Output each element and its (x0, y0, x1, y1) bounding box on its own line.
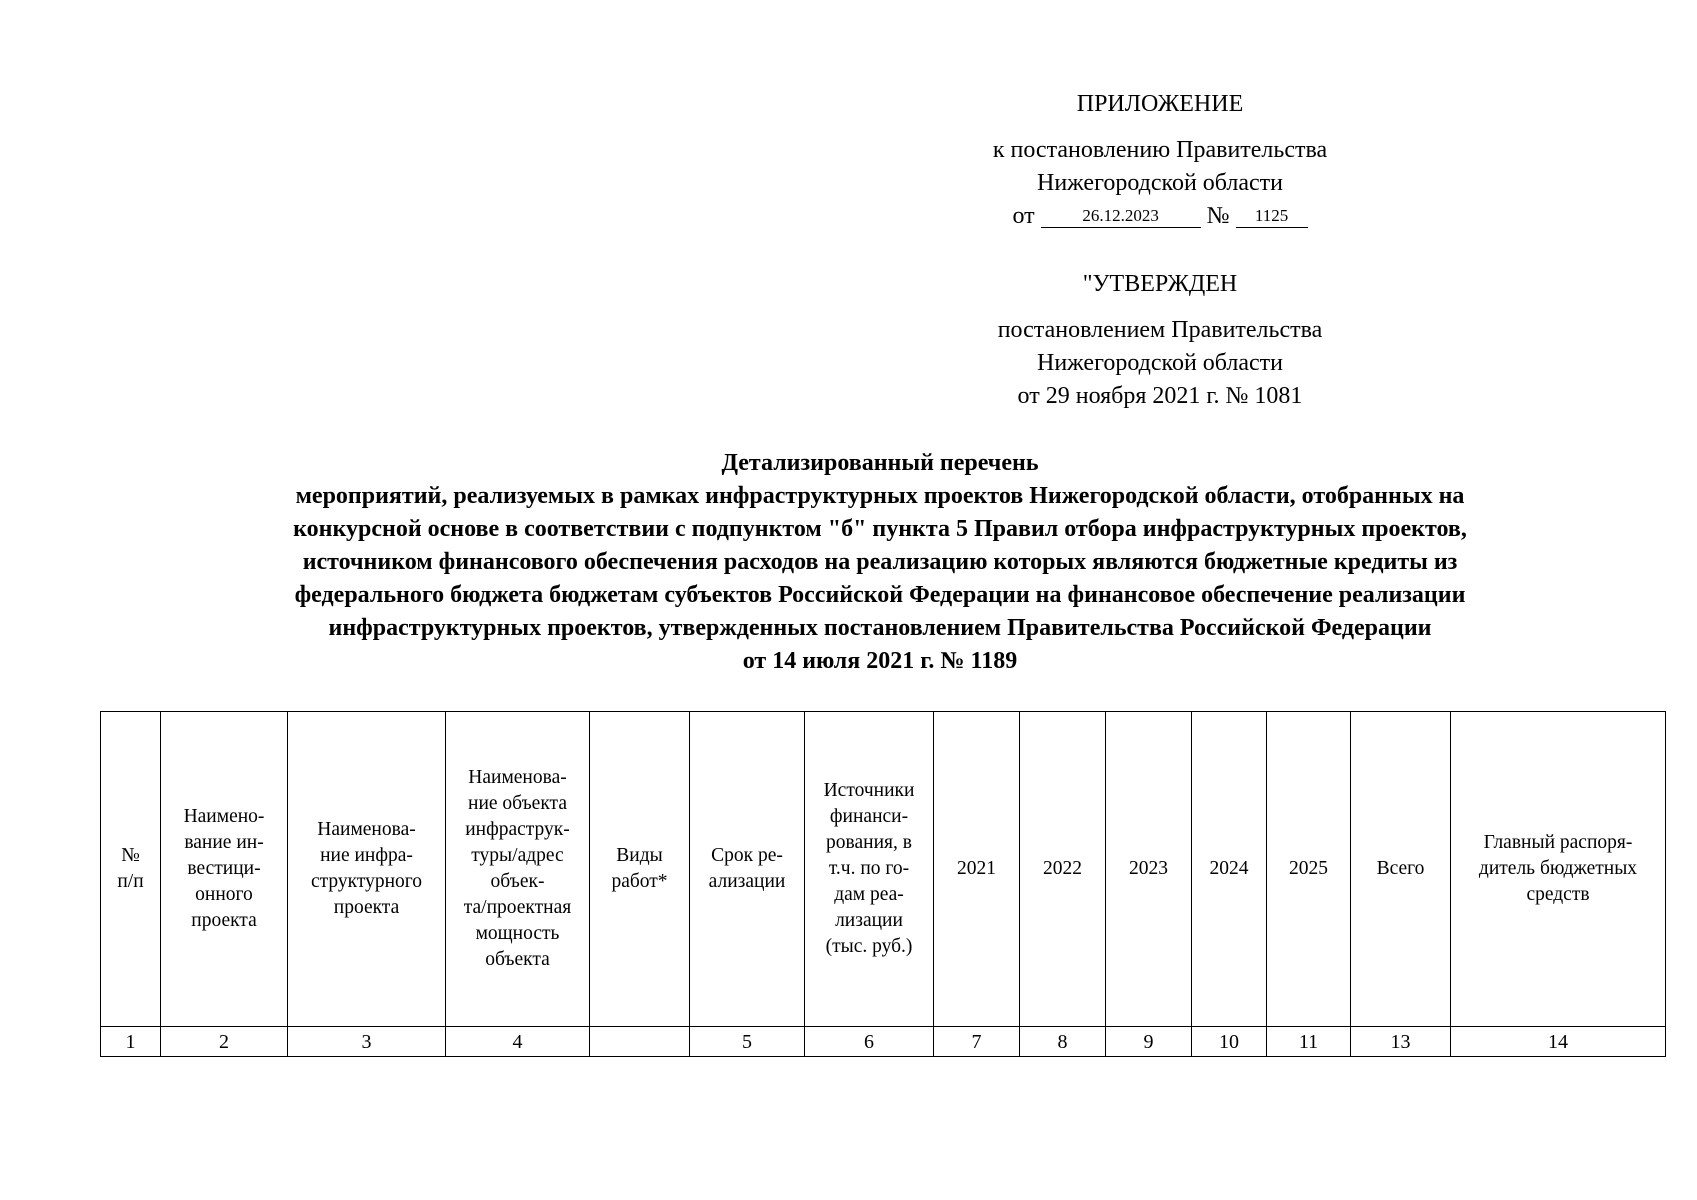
column-header-line: дам реа- (834, 884, 904, 905)
column-header-line: 2025 (1289, 858, 1328, 879)
column-header-line: рования, в (826, 832, 912, 853)
column-header-line: Наимено- (183, 806, 265, 827)
title-line: Детализированный перечень (721, 450, 1039, 476)
column-header-line: дитель бюджетных (1478, 858, 1638, 879)
column-header (161, 712, 288, 1027)
column-header-line: 2023 (1129, 858, 1168, 879)
column-header (1106, 712, 1192, 1027)
column-header (1267, 712, 1351, 1027)
column-header-line: мощность (475, 923, 560, 944)
column-header-line: Наименова- (317, 819, 416, 840)
title-line: инфраструктурных проектов, утвержденных постановлением Правительства Российской Федерации (328, 615, 1432, 641)
column-number-cell: 1 (101, 1027, 161, 1057)
column-header (690, 712, 805, 1027)
column-header (805, 712, 934, 1027)
appendix-heading: ПРИЛОЖЕНИЕ (1076, 91, 1244, 117)
column-number-cell: 13 (1351, 1027, 1451, 1057)
column-header (1192, 712, 1267, 1027)
title-line: от 14 июля 2021 г. № 1189 (742, 648, 1018, 674)
column-header (101, 712, 161, 1027)
activities-table (100, 711, 1666, 1057)
column-header-line: Главный распоря- (1483, 832, 1633, 853)
column-header-line: Наименова- (468, 767, 567, 788)
column-header (446, 712, 590, 1027)
column-header-line: инфраструк- (465, 819, 570, 840)
column-header-line: 2021 (957, 858, 996, 879)
appendix-block (900, 88, 1420, 233)
table-header-row (101, 712, 1666, 1027)
title-line: мероприятий, реализуемых в рамках инфраструктурных проектов Нижегородской области, отобранных на (295, 483, 1465, 509)
approved-line-1: постановлением Правительства (997, 317, 1323, 343)
column-header (590, 712, 690, 1027)
column-header-line: Источники (823, 780, 915, 801)
column-number-cell (590, 1027, 690, 1057)
column-header-line: финанси- (829, 806, 909, 827)
column-number-cell: 10 (1192, 1027, 1267, 1057)
title-line: источником финансового обеспечения расходов на реализацию которых являются бюджетные кредиты из (302, 549, 1458, 575)
column-header-line: № (121, 845, 140, 866)
appendix-line-1: к постановлению Правительства (992, 137, 1328, 163)
column-number-cell: 3 (288, 1027, 446, 1057)
column-number-cell: 9 (1106, 1027, 1192, 1057)
column-number-cell: 7 (934, 1027, 1020, 1057)
approved-heading: "УТВЕРЖДЕН (1082, 271, 1238, 297)
column-header-line: объек- (490, 871, 545, 892)
appendix-date-line (900, 200, 1420, 233)
column-header-line: 2022 (1043, 858, 1082, 879)
appendix-line-2: Нижегородской области (1036, 170, 1284, 196)
approved-line-3: от 29 ноября 2021 г. № 1081 (1017, 383, 1303, 409)
title-line: федерального бюджета бюджетам субъектов Российской Федерации на финансовое обеспечение реализации (294, 582, 1466, 608)
column-header-line: 2024 (1209, 858, 1249, 879)
column-header-line: структурного (310, 871, 423, 892)
column-header-line: проекта (191, 910, 257, 931)
column-number-cell: 11 (1267, 1027, 1351, 1057)
column-number-cell: 8 (1020, 1027, 1106, 1057)
column-number-cell: 14 (1451, 1027, 1666, 1057)
column-header (288, 712, 446, 1027)
column-header-line: вание ин- (184, 832, 264, 853)
column-number-row (101, 1027, 1666, 1057)
column-number-cell: 5 (690, 1027, 805, 1057)
column-header-line: Срок ре- (711, 845, 783, 866)
column-header-line: п/п (117, 871, 144, 892)
from-label: от (1012, 203, 1035, 229)
column-number-cell: 4 (446, 1027, 590, 1057)
column-header-line: Всего (1376, 858, 1425, 879)
decree-date-field: 26.12.2023 (1041, 205, 1201, 228)
column-header-line: ние инфра- (320, 845, 413, 866)
column-number-cell: 2 (161, 1027, 288, 1057)
column-header-line: ализации (708, 871, 786, 892)
column-header-line: ние объекта (468, 793, 567, 814)
column-header-line: онного (195, 884, 253, 905)
column-header-line: работ* (611, 871, 668, 892)
column-header-line: средств (1526, 884, 1590, 905)
column-header (934, 712, 1020, 1027)
column-header-line: объекта (485, 949, 550, 970)
approved-block (900, 268, 1420, 413)
column-header (1351, 712, 1451, 1027)
column-header-line: т.ч. по го- (828, 858, 910, 879)
column-header-line: (тыс. руб.) (825, 936, 913, 957)
column-header-line: туры/адрес (471, 845, 564, 866)
column-header-line: та/проектная (463, 897, 572, 918)
column-header (1451, 712, 1666, 1027)
column-header-line: проекта (333, 897, 400, 918)
column-header (1020, 712, 1106, 1027)
column-header-line: вестици- (187, 858, 261, 879)
column-header-line: Виды (616, 845, 663, 866)
column-header-line: лизации (835, 910, 903, 931)
decree-number-field: 1125 (1236, 205, 1308, 228)
column-number-cell: 6 (805, 1027, 934, 1057)
document-title (170, 447, 1590, 678)
approved-line-2: Нижегородской области (1036, 350, 1284, 376)
number-sign: № (1206, 203, 1230, 229)
title-line: конкурсной основе в соответствии с подпунктом "б" пункта 5 Правил отбора инфраструктурных проектов, (293, 516, 1467, 542)
